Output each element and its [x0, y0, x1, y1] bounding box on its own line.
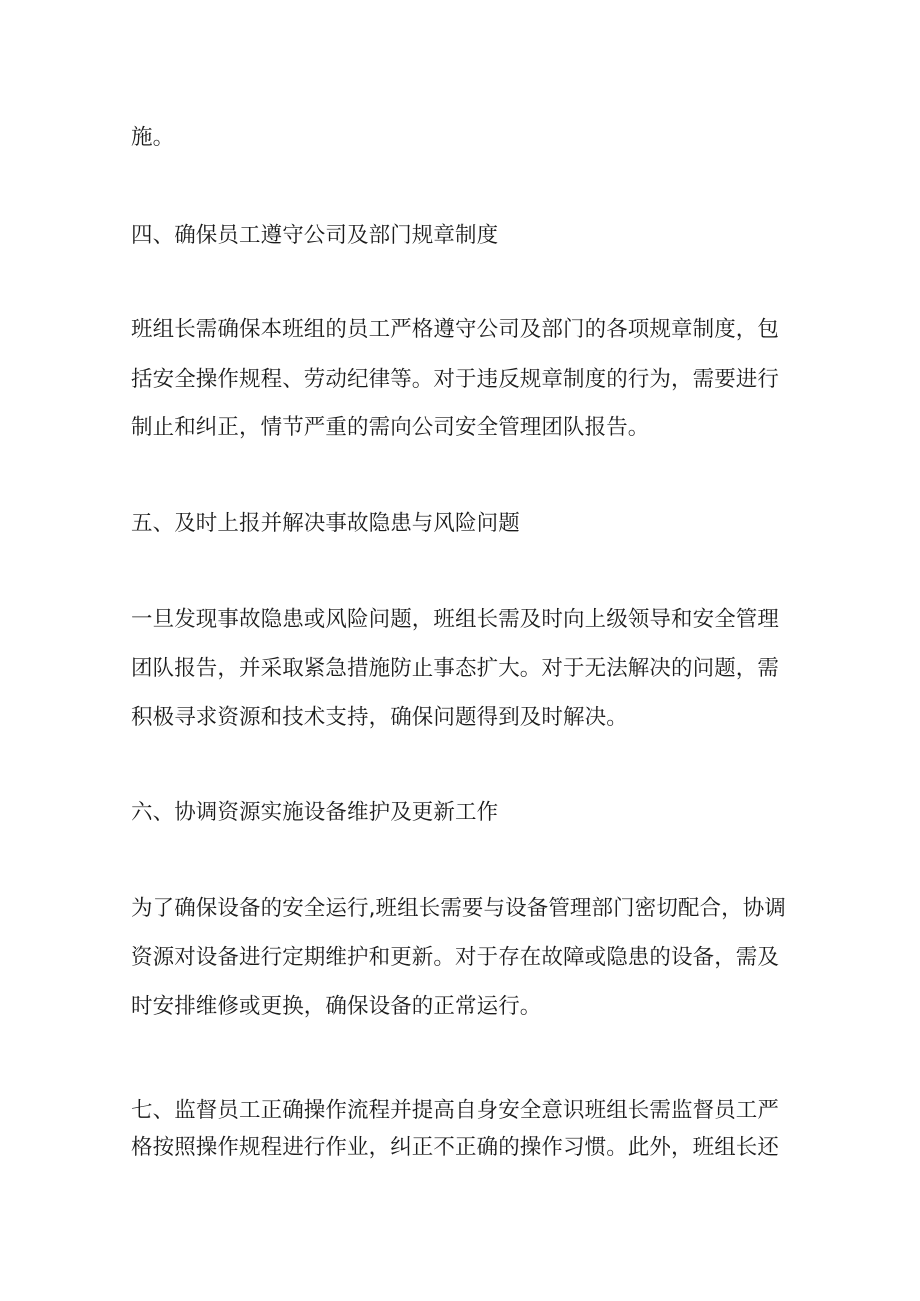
- text-line: 施。: [131, 125, 175, 150]
- text-line: 为了确保设备的安全运行,班组长需要与设备管理部门密切配合，协调: [131, 896, 786, 921]
- text-line: 资源对设备进行定期维护和更新。对于存在故障或隐患的设备，需及: [131, 945, 780, 970]
- section-heading-6: 六、协调资源实施设备维护及更新工作: [131, 800, 499, 825]
- section-heading-5: 五、及时上报并解决事故隐患与风险问题: [131, 511, 520, 536]
- text-line: 时安排维修或更换，确保设备的正常运行。: [131, 994, 542, 1019]
- text-line: 团队报告，并采取紧急措施防止事态扩大。对于无法解决的问题，需: [131, 656, 780, 681]
- text-line: 积极寻求资源和技术支持，确保问题得到及时解决。: [131, 705, 628, 730]
- text-line: 班组长需确保本班组的员工严格遵守公司及部门的各项规章制度，包: [131, 317, 780, 342]
- text-line: 制止和纠正，情节严重的需向公司安全管理团队报告。: [131, 415, 650, 440]
- text-line: 括安全操作规程、劳动纪律等。对于违反规章制度的行为，需要进行: [131, 367, 780, 392]
- text-line: 一旦发现事故隐患或风险问题，班组长需及时向上级领导和安全管理: [131, 607, 780, 632]
- section-heading-7: 七、监督员工正确操作流程并提高自身安全意识班组长需监督员工严: [131, 1098, 780, 1123]
- text-line: 格按照操作规程进行作业，纠正不正确的操作习惯。此外，班组长还: [131, 1135, 780, 1160]
- section-heading-4: 四、确保员工遵守公司及部门规章制度: [131, 223, 499, 248]
